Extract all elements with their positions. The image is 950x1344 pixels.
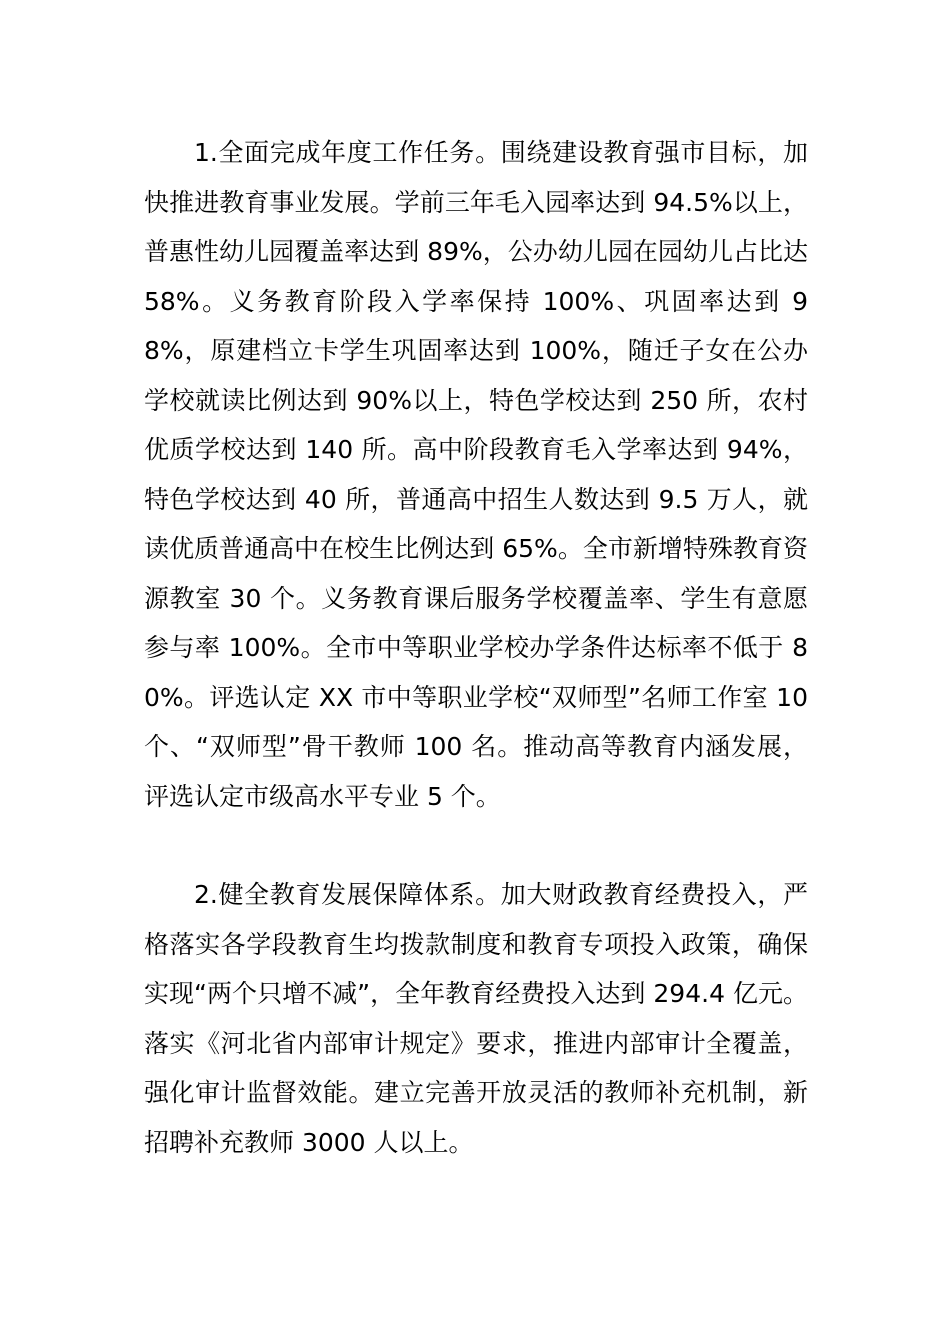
document-body <box>144 128 808 1167</box>
paragraph-funding-guarantee: 2.健全教育发展保障体系。加大财政教育经费投入，严格落实各学段教育生均拨款制度和教育专项投入政策，确保实现“两个只增不减”，全年教育经费投入达到 294.4 亿元。落实《河北省内部审计规定》要求，推进内部审计全覆盖，强化审计监督效能。建立完善开放灵活的教师补充机制，新招聘补充教师 3000 人以上。 <box>144 880 808 1157</box>
paragraph-annual-tasks: 1.全面完成年度工作任务。围绕建设教育强市目标，加快推进教育事业发展。学前三年毛入园率达到 94.5%以上，普惠性幼儿园覆盖率达到 89%，公办幼儿园在园幼儿占比达 58%。义务教育阶段入学率保持 100%、巩固率达到 98%，原建档立卡学生巩固率达到 100%，随迁子女在公办学校就读比例达到 90%以上，特色学校达到 250 所，农村优质学校达到 140 所。高中阶段教育毛入学率达到 94%，特色学校达到 40 所，普通高中招生人数达到 9.5 万人，就读优质普通高中在校生比例达到 65%。全市新增特殊教育资源教室 30 个。义务教育课后服务学校覆盖率、学生有意愿参与率 100%。全市中等职业学校办学条件达标率不低于 80%。评选认定 XX 市中等职业学校“双师型”名师工作室 10 个、“双师型”骨干教师 100 名。推动高等教育内涵发展，评选认定市级高水平专业 5 个。 <box>144 138 808 811</box>
